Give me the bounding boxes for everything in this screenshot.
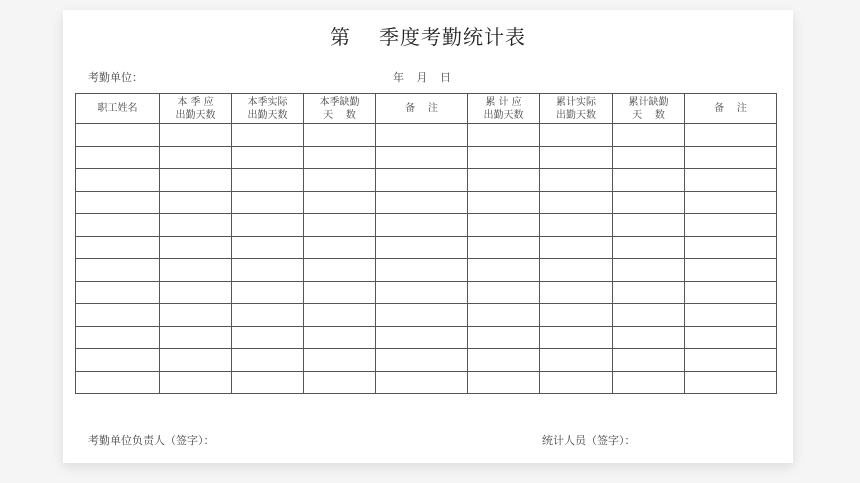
- table-row: [76, 349, 777, 372]
- table-cell[interactable]: [613, 124, 685, 147]
- column-header-line1: 本 季 应: [177, 96, 214, 108]
- table-cell[interactable]: [613, 371, 685, 394]
- table-header-row: [76, 94, 777, 124]
- table-row: [76, 191, 777, 214]
- column-header-line2: 出勤天数: [175, 109, 216, 121]
- column-header: [468, 94, 540, 124]
- table-cell[interactable]: [232, 281, 304, 304]
- table-row: [76, 326, 777, 349]
- table-row: [76, 146, 777, 169]
- table-row: [76, 281, 777, 304]
- table-cell[interactable]: [232, 259, 304, 282]
- table-cell[interactable]: [76, 191, 160, 214]
- table-cell[interactable]: [468, 281, 540, 304]
- table-cell[interactable]: [76, 281, 160, 304]
- table-cell[interactable]: [613, 191, 685, 214]
- table-cell[interactable]: [304, 191, 376, 214]
- table-cell[interactable]: [468, 371, 540, 394]
- table-cell[interactable]: [685, 259, 777, 282]
- table-cell[interactable]: [160, 259, 232, 282]
- table-cell[interactable]: [232, 146, 304, 169]
- column-header-line1: 累计实际: [556, 96, 596, 108]
- column-header-line1: 职工姓名: [97, 103, 138, 114]
- table-cell[interactable]: [685, 326, 777, 349]
- table-cell[interactable]: [160, 146, 232, 169]
- table-cell[interactable]: [76, 169, 160, 192]
- table-cell[interactable]: [376, 349, 468, 372]
- column-header-line1: 累计缺勤: [628, 96, 669, 108]
- table-cell[interactable]: [468, 349, 540, 372]
- table-cell[interactable]: [685, 146, 777, 169]
- table-cell[interactable]: [540, 349, 613, 372]
- table-cell[interactable]: [304, 371, 376, 394]
- date-label: 年 月 日: [393, 71, 451, 84]
- column-header: [160, 94, 232, 124]
- table-cell[interactable]: [376, 169, 468, 192]
- table-cell[interactable]: [160, 326, 232, 349]
- table-cell[interactable]: [685, 349, 777, 372]
- table-cell[interactable]: [76, 214, 160, 237]
- table-cell[interactable]: [232, 371, 304, 394]
- table-cell[interactable]: [540, 146, 613, 169]
- table-cell[interactable]: [468, 169, 540, 192]
- table-cell[interactable]: [468, 214, 540, 237]
- column-header: [76, 94, 160, 124]
- table-cell[interactable]: [613, 326, 685, 349]
- table-cell[interactable]: [540, 326, 613, 349]
- table-cell[interactable]: [376, 146, 468, 169]
- table-row: [76, 214, 777, 237]
- table-cell[interactable]: [613, 259, 685, 282]
- table-cell[interactable]: [685, 304, 777, 327]
- table-cell[interactable]: [685, 124, 777, 147]
- table-cell[interactable]: [232, 349, 304, 372]
- table-cell[interactable]: [540, 281, 613, 304]
- column-header: [232, 94, 304, 124]
- table-cell[interactable]: [160, 236, 232, 259]
- table-cell[interactable]: [540, 304, 613, 327]
- table-cell[interactable]: [304, 326, 376, 349]
- table-cell[interactable]: [304, 146, 376, 169]
- table-row: [76, 124, 777, 147]
- table-cell[interactable]: [160, 349, 232, 372]
- table-cell[interactable]: [376, 371, 468, 394]
- table-cell[interactable]: [613, 146, 685, 169]
- table-cell[interactable]: [232, 304, 304, 327]
- table-cell[interactable]: [613, 169, 685, 192]
- column-header-line2: 天 数: [632, 109, 665, 121]
- table-cell[interactable]: [376, 236, 468, 259]
- table-cell[interactable]: [376, 259, 468, 282]
- table-cell[interactable]: [685, 281, 777, 304]
- table-cell[interactable]: [76, 349, 160, 372]
- table-row: [76, 169, 777, 192]
- table-cell[interactable]: [232, 214, 304, 237]
- table-cell[interactable]: [76, 371, 160, 394]
- table-cell[interactable]: [160, 281, 232, 304]
- table-cell[interactable]: [468, 259, 540, 282]
- table-cell[interactable]: [232, 191, 304, 214]
- unit-label: 考勤单位：: [88, 71, 143, 84]
- column-header-line2: 出勤天数: [247, 109, 288, 121]
- table-cell[interactable]: [468, 304, 540, 327]
- table-cell[interactable]: [685, 169, 777, 192]
- table-cell[interactable]: [76, 326, 160, 349]
- unit-manager-signature-label: 考勤单位负责人（签字）：: [88, 434, 215, 447]
- table-cell[interactable]: [376, 124, 468, 147]
- table-cell[interactable]: [613, 304, 685, 327]
- table-cell[interactable]: [76, 124, 160, 147]
- column-header-line1: 备 注: [405, 103, 438, 114]
- table-cell[interactable]: [304, 349, 376, 372]
- column-header-line2: 出勤天数: [483, 109, 524, 121]
- table-cell[interactable]: [76, 304, 160, 327]
- table-cell[interactable]: [685, 214, 777, 237]
- table-cell[interactable]: [376, 214, 468, 237]
- column-header-line2: 天 数: [323, 109, 356, 121]
- column-header: [304, 94, 376, 124]
- table-cell[interactable]: [540, 259, 613, 282]
- table-cell[interactable]: [376, 191, 468, 214]
- table-cell[interactable]: [76, 236, 160, 259]
- table-cell[interactable]: [304, 124, 376, 147]
- table-cell[interactable]: [304, 281, 376, 304]
- table-cell[interactable]: [376, 281, 468, 304]
- table-cell[interactable]: [540, 371, 613, 394]
- statistician-signature-label: 统计人员（签字）：: [542, 434, 636, 447]
- table-cell[interactable]: [304, 169, 376, 192]
- table-cell[interactable]: [160, 371, 232, 394]
- table-cell[interactable]: [160, 191, 232, 214]
- table-cell[interactable]: [76, 259, 160, 282]
- table-cell[interactable]: [160, 169, 232, 192]
- table-cell[interactable]: [613, 214, 685, 237]
- table-cell[interactable]: [468, 236, 540, 259]
- column-header-line1: 备 注: [714, 103, 747, 114]
- table-cell[interactable]: [685, 191, 777, 214]
- table-cell[interactable]: [468, 124, 540, 147]
- table-row: [76, 304, 777, 327]
- column-header-line2: 出勤天数: [556, 109, 596, 121]
- table-cell[interactable]: [540, 124, 613, 147]
- table-cell[interactable]: [613, 236, 685, 259]
- table-cell[interactable]: [376, 304, 468, 327]
- column-header: [376, 94, 468, 124]
- column-header: [613, 94, 685, 124]
- table-cell[interactable]: [304, 236, 376, 259]
- attendance-sheet-page: [63, 10, 793, 463]
- table-cell[interactable]: [160, 214, 232, 237]
- table-cell[interactable]: [304, 259, 376, 282]
- table-cell[interactable]: [76, 146, 160, 169]
- column-header-line1: 累 计 应: [485, 96, 522, 108]
- title-prefix: 第: [330, 25, 351, 49]
- table-cell[interactable]: [468, 191, 540, 214]
- table-cell[interactable]: [160, 304, 232, 327]
- table-cell[interactable]: [540, 236, 613, 259]
- table-cell[interactable]: [376, 326, 468, 349]
- column-header: [540, 94, 613, 124]
- table-cell[interactable]: [540, 214, 613, 237]
- table-cell[interactable]: [540, 169, 613, 192]
- table-cell[interactable]: [613, 281, 685, 304]
- table-row: [76, 371, 777, 394]
- table-cell[interactable]: [468, 326, 540, 349]
- table-cell[interactable]: [685, 371, 777, 394]
- table-cell[interactable]: [540, 191, 613, 214]
- attendance-table: [75, 93, 777, 394]
- table-cell[interactable]: [232, 169, 304, 192]
- title-suffix: 季度考勤统计表: [379, 25, 526, 49]
- column-header-line1: 本季缺勤: [319, 96, 360, 108]
- table-cell[interactable]: [304, 304, 376, 327]
- table-cell[interactable]: [232, 124, 304, 147]
- table-cell[interactable]: [304, 214, 376, 237]
- column-header: [685, 94, 777, 124]
- table-cell[interactable]: [232, 326, 304, 349]
- table-cell[interactable]: [685, 236, 777, 259]
- table-cell[interactable]: [613, 349, 685, 372]
- table-row: [76, 259, 777, 282]
- table-cell[interactable]: [160, 124, 232, 147]
- table-cell[interactable]: [468, 146, 540, 169]
- table-cell[interactable]: [232, 236, 304, 259]
- page-title: [63, 21, 793, 50]
- column-header-line1: 本季实际: [247, 96, 288, 108]
- table-row: [76, 236, 777, 259]
